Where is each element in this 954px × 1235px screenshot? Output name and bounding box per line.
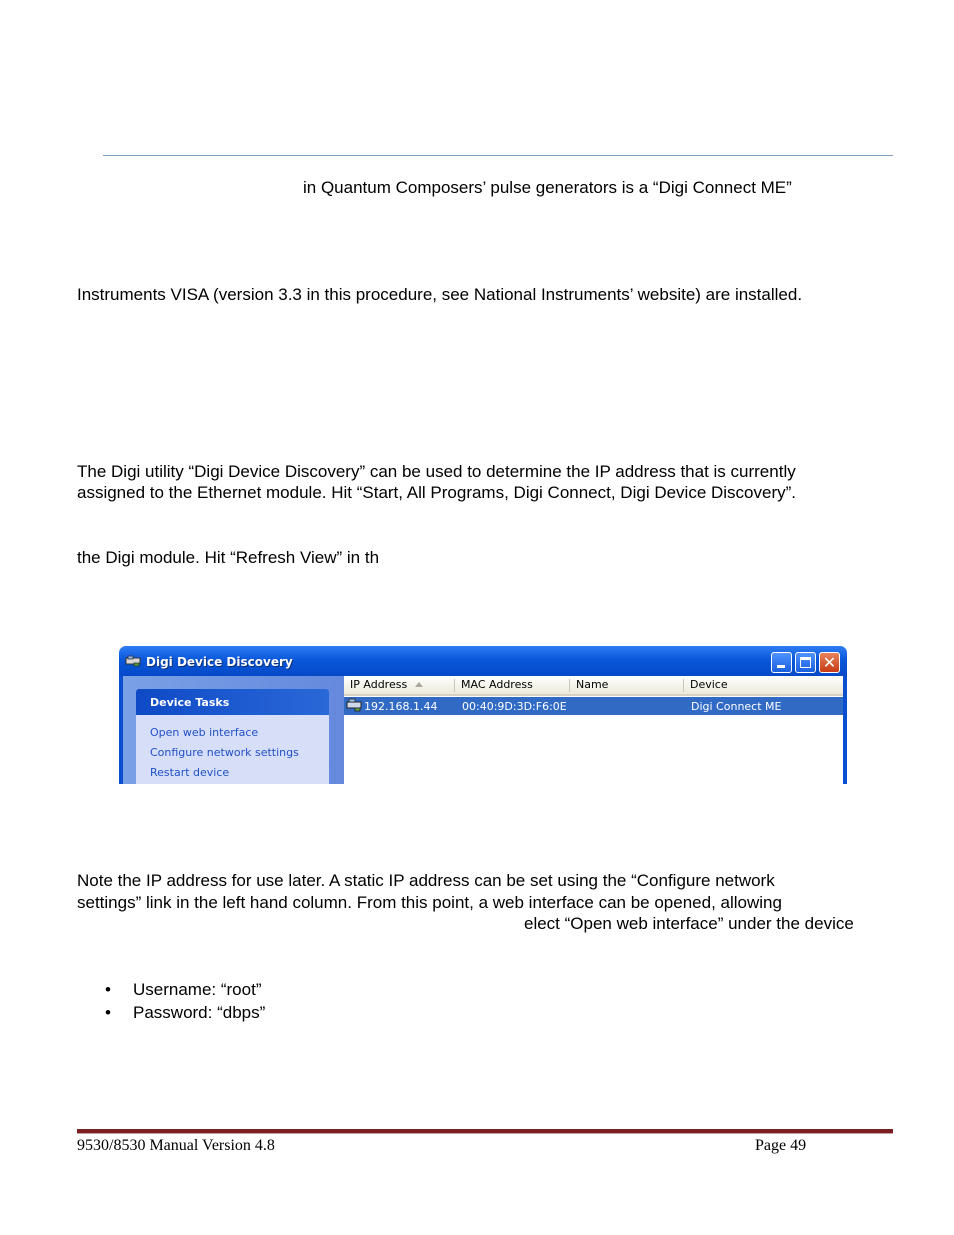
device-tasks-list <box>136 715 329 784</box>
paragraph-refresh-view: the Digi module. Hit “Refresh View” in th <box>77 548 380 567</box>
column-header-label: MAC Address <box>461 678 533 691</box>
window-frame-right <box>843 676 847 784</box>
cell-ip-address: 192.168.1.44 <box>364 700 438 713</box>
footer-rule <box>77 1129 893 1134</box>
column-header-label: Device <box>690 678 728 691</box>
column-header-mac-address[interactable] <box>455 676 570 696</box>
footer-manual-version: 9530/8530 Manual Version 4.8 <box>77 1137 275 1154</box>
window-title: Digi Device Discovery <box>146 655 293 669</box>
list-item-password: • Password: “dbps” <box>77 1001 265 1024</box>
minimize-button[interactable] <box>771 652 792 673</box>
tasks-pane <box>123 676 344 784</box>
close-icon: ✕ <box>822 653 837 672</box>
column-header-label: Name <box>576 678 609 691</box>
window-titlebar <box>119 646 847 676</box>
table-row[interactable] <box>344 697 843 715</box>
digi-device-discovery-window <box>119 646 847 784</box>
minimize-icon <box>777 665 785 668</box>
maximize-icon <box>800 657 811 668</box>
paragraph-visa-requirement: Instruments VISA (version 3.3 in this procedure, see National Instruments’ website) are installed. <box>77 285 803 304</box>
paragraph-note-ip-line1: Note the IP address for use later. A static IP address can be set using the “Configure network <box>77 871 775 890</box>
close-button[interactable] <box>819 652 840 673</box>
paragraph-module-intro: in Quantum Composers’ pulse generators is a “Digi Connect ME” <box>303 178 792 197</box>
column-header-name[interactable] <box>570 676 684 696</box>
device-list <box>344 676 843 784</box>
open-web-interface-link[interactable]: Open web interface <box>150 726 259 739</box>
cell-mac-address: 00:40:9D:3D:F6:0E <box>462 700 567 713</box>
column-header-ip-address[interactable] <box>344 676 455 696</box>
device-tasks-header[interactable] <box>136 689 329 715</box>
column-header-device[interactable] <box>684 676 843 696</box>
footer-page-number: Page 49 <box>755 1137 807 1154</box>
credentials-list <box>77 978 265 1024</box>
sort-ascending-icon <box>415 682 423 687</box>
restart-device-link[interactable]: Restart device <box>150 766 230 779</box>
header-rule <box>103 155 893 156</box>
paragraph-note-ip-line2: settings” link in the left hand column. From this point, a web interface can be opened, allowing <box>77 893 782 912</box>
paragraph-discovery-line2: assigned to the Ethernet module. Hit “Start, All Programs, Digi Connect, Digi Device Discovery”. <box>77 483 797 502</box>
column-header-label: IP Address <box>350 678 408 691</box>
paragraph-note-ip-line3: elect “Open web interface” under the device <box>524 914 854 933</box>
configure-network-settings-link[interactable]: Configure network settings <box>150 746 299 759</box>
cell-device: Digi Connect ME <box>691 700 782 713</box>
network-device-icon <box>346 698 362 712</box>
list-item-username: • Username: “root” <box>77 978 265 1001</box>
paragraph-discovery-line1: The Digi utility “Digi Device Discovery” can be used to determine the IP address that is currently <box>77 462 796 481</box>
maximize-button[interactable] <box>795 652 816 673</box>
digi-app-icon <box>125 655 141 667</box>
device-tasks-title: Device Tasks <box>150 696 230 709</box>
